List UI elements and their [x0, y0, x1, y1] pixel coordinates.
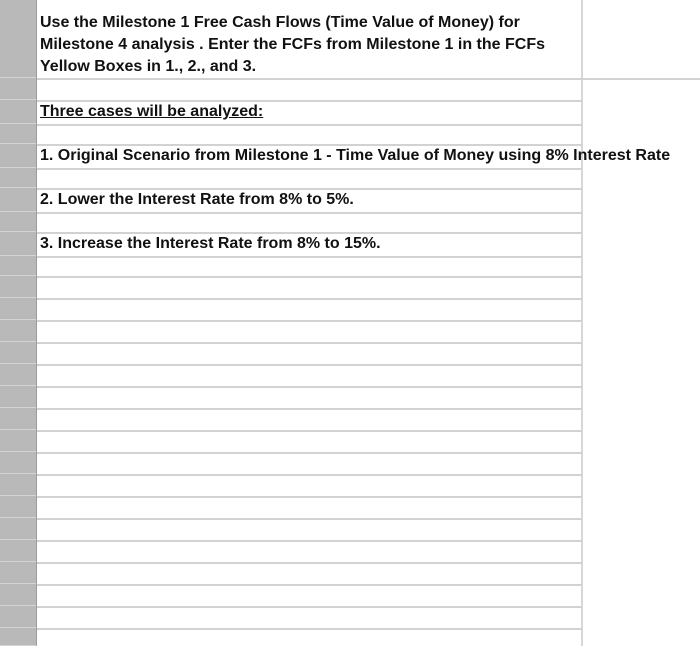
- case-2[interactable]: 2. Lower the Interest Rate from 8% to 5%.: [40, 191, 354, 208]
- row-header[interactable]: [0, 188, 36, 212]
- row-header[interactable]: [0, 628, 36, 646]
- row-header[interactable]: [0, 78, 36, 100]
- row-header[interactable]: [0, 144, 36, 168]
- row-gridline: [37, 386, 582, 388]
- row-gridline: [37, 584, 582, 586]
- row-header[interactable]: [0, 584, 36, 606]
- row-gridline: [37, 606, 582, 608]
- row-gridline: [37, 540, 582, 542]
- row-header[interactable]: [0, 364, 36, 386]
- row-header[interactable]: [0, 386, 36, 408]
- case-3[interactable]: 3. Increase the Interest Rate from 8% to 15%.: [40, 235, 381, 252]
- row-gridline: [37, 256, 582, 258]
- intro-line-2[interactable]: Milestone 4 analysis . Enter the FCFs from Milestone 1 in the FCFs: [40, 36, 545, 53]
- row-header[interactable]: [0, 212, 36, 232]
- row-header[interactable]: [0, 408, 36, 430]
- cell-grid: [37, 0, 700, 646]
- row-gridline: [37, 276, 582, 278]
- row-header[interactable]: [0, 256, 36, 276]
- column-divider: [581, 0, 583, 646]
- cases-heading[interactable]: Three cases will be analyzed:: [40, 103, 264, 120]
- row-header[interactable]: [0, 124, 36, 144]
- intro-line-1[interactable]: Use the Milestone 1 Free Cash Flows (Time Value of Money) for: [40, 14, 520, 31]
- row-header[interactable]: [0, 320, 36, 342]
- row-gridline: [37, 298, 582, 300]
- row-header[interactable]: [0, 430, 36, 452]
- row-header[interactable]: [0, 232, 36, 256]
- row-header[interactable]: [0, 0, 36, 78]
- intro-line-3[interactable]: Yellow Boxes in 1., 2., and 3.: [40, 58, 257, 75]
- row-header[interactable]: [0, 168, 36, 188]
- case-1[interactable]: 1. Original Scenario from Milestone 1 - Time Value of Money using 8% Interest Rate: [40, 147, 671, 164]
- row-gridline: [37, 212, 582, 214]
- row-gridline: [37, 168, 582, 170]
- row-header[interactable]: [0, 100, 36, 124]
- row-header[interactable]: [0, 276, 36, 298]
- row-header[interactable]: [0, 540, 36, 562]
- row-gridline: [37, 452, 582, 454]
- row-gridline: [37, 628, 582, 630]
- row-header[interactable]: [0, 496, 36, 518]
- row-header[interactable]: [0, 452, 36, 474]
- row-header[interactable]: [0, 474, 36, 496]
- row-header[interactable]: [0, 518, 36, 540]
- row-gridline: [37, 474, 582, 476]
- row-gridline: [37, 320, 582, 322]
- row-gridline: [37, 562, 582, 564]
- row-gridline: [37, 124, 582, 126]
- row-gridline: [37, 518, 582, 520]
- row-header-column: [0, 0, 37, 646]
- row-gridline: [37, 342, 582, 344]
- row-header[interactable]: [0, 298, 36, 320]
- row-gridline: [37, 496, 582, 498]
- row-header[interactable]: [0, 606, 36, 628]
- row-gridline: [37, 364, 582, 366]
- row-gridline: [37, 78, 700, 80]
- row-gridline: [37, 408, 582, 410]
- row-header[interactable]: [0, 342, 36, 364]
- row-gridline: [37, 430, 582, 432]
- row-header[interactable]: [0, 562, 36, 584]
